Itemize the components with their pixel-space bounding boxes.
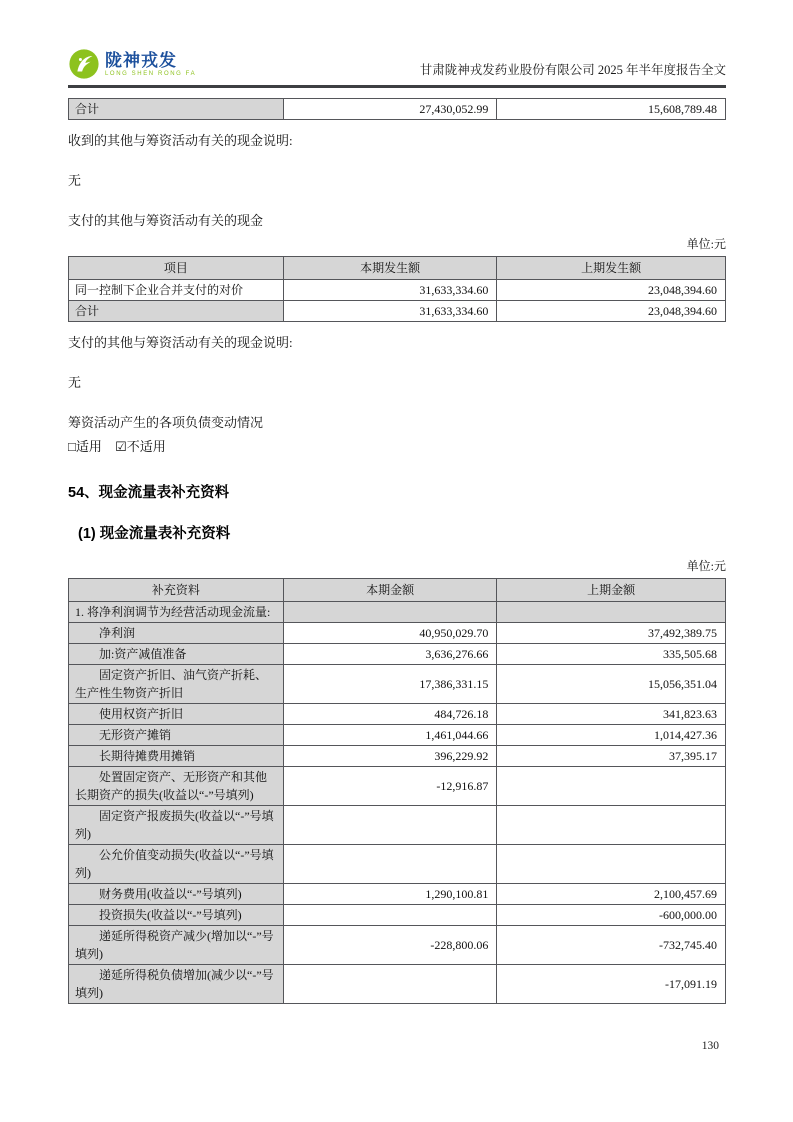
current-amount-cell: 1,290,100.81 xyxy=(283,884,497,905)
current-amount-cell: 17,386,331.15 xyxy=(283,665,497,704)
column-header-prior: 上期发生额 xyxy=(497,256,726,279)
paid-other-cash-heading: 支付的其他与筹资活动有关的现金 xyxy=(68,213,264,229)
current-amount-cell: -12,916.87 xyxy=(283,767,497,806)
row-label-cell: 公允价值变动损失(收益以“-”号填列) xyxy=(69,845,284,884)
applicability-line xyxy=(68,436,726,455)
current-amount-cell: 27,430,052.99 xyxy=(283,99,497,120)
document-title: 甘肃陇神戎发药业股份有限公司 2025 年半年度报告全文 xyxy=(419,63,726,77)
section-54-1-title: (1) 现金流量表补充资料 xyxy=(78,526,231,543)
row-label-cell: 净利润 xyxy=(69,623,284,644)
row-label-cell: 使用权资产折旧 xyxy=(69,704,284,725)
table-row xyxy=(69,602,726,623)
table-row xyxy=(69,905,726,926)
liabilities-change-heading: 筹资活动产生的各项负债变动情况 xyxy=(68,414,264,430)
prior-amount-cell xyxy=(497,845,726,884)
prior-amount-cell: 37,492,389.75 xyxy=(497,623,726,644)
prior-amount-cell: 23,048,394.60 xyxy=(497,279,726,300)
paid-cash-note: 支付的其他与筹资活动有关的现金说明: xyxy=(68,334,293,350)
none-text-1: 无 xyxy=(68,173,82,189)
prior-amount-cell: 2,100,457.69 xyxy=(497,884,726,905)
prior-amount-cell: 15,056,351.04 xyxy=(497,665,726,704)
table-row xyxy=(69,746,726,767)
table-header-row xyxy=(69,579,726,602)
page-header xyxy=(68,48,726,80)
column-header-prior-amount: 上期金额 xyxy=(497,579,726,602)
section-54-title: 54、现金流量表补充资料 xyxy=(68,485,230,502)
row-label-cell: 合计 xyxy=(69,300,284,321)
prior-amount-cell xyxy=(497,602,726,623)
column-header-current-amount: 本期金额 xyxy=(283,579,497,602)
checkbox-applicable: □适用 xyxy=(68,439,102,455)
current-amount-cell: 31,633,334.60 xyxy=(283,279,497,300)
table-row xyxy=(69,279,726,300)
table-row xyxy=(69,300,726,321)
prior-amount-cell xyxy=(497,806,726,845)
none-text-2: 无 xyxy=(68,374,82,390)
row-label-cell: 长期待摊费用摊销 xyxy=(69,746,284,767)
prior-amount-cell xyxy=(497,767,726,806)
current-amount-cell: 31,633,334.60 xyxy=(283,300,497,321)
unit-label: 单位:元 xyxy=(686,236,726,251)
received-cash-note: 收到的其他与筹资活动有关的现金说明: xyxy=(68,133,293,148)
current-amount-cell xyxy=(283,905,497,926)
checkbox-not-applicable: ☑不适用 xyxy=(115,439,166,455)
row-label-cell: 财务费用(收益以“-”号填列) xyxy=(69,884,284,905)
column-header-item: 项目 xyxy=(69,256,284,279)
row-label-cell: 加:资产减值准备 xyxy=(69,644,284,665)
table-row xyxy=(69,884,726,905)
current-amount-cell xyxy=(283,965,497,1004)
unit-label: 单位:元 xyxy=(686,559,726,574)
current-amount-cell: 484,726.18 xyxy=(283,704,497,725)
supplement-table xyxy=(68,578,726,1004)
prior-amount-cell: 37,395.17 xyxy=(497,746,726,767)
row-label-cell: 合计 xyxy=(69,99,284,120)
payment-table xyxy=(68,256,726,322)
row-label-cell: 同一控制下企业合并支付的对价 xyxy=(69,279,284,300)
prior-amount-cell: 335,505.68 xyxy=(497,644,726,665)
row-label-cell: 递延所得税负债增加(减少以“-”号填列) xyxy=(69,965,284,1004)
prior-amount-cell: 15,608,789.48 xyxy=(497,99,726,120)
table-row xyxy=(69,767,726,806)
current-amount-cell: -228,800.06 xyxy=(283,926,497,965)
table-row xyxy=(69,99,726,120)
current-amount-cell xyxy=(283,845,497,884)
company-logo xyxy=(68,48,196,80)
table-row xyxy=(69,965,726,1004)
current-amount-cell: 40,950,029.70 xyxy=(283,623,497,644)
prior-amount-cell: 23,048,394.60 xyxy=(497,300,726,321)
prior-amount-cell: -732,745.40 xyxy=(497,926,726,965)
current-amount-cell: 3,636,276.66 xyxy=(283,644,497,665)
page-number: 130 xyxy=(701,1040,719,1052)
table-row xyxy=(69,623,726,644)
row-label-cell: 1. 将净利润调节为经营活动现金流量: xyxy=(69,602,284,623)
table-row xyxy=(69,704,726,725)
row-label-cell: 递延所得税资产减少(增加以“-”号填列) xyxy=(69,926,284,965)
table-row xyxy=(69,806,726,845)
table-row xyxy=(69,644,726,665)
prior-amount-cell: 341,823.63 xyxy=(497,704,726,725)
prior-amount-cell: -600,000.00 xyxy=(497,905,726,926)
current-amount-cell xyxy=(283,602,497,623)
row-label-cell: 固定资产折旧、油气资产折耗、生产性生物资产折旧 xyxy=(69,665,284,704)
prior-amount-cell: -17,091.19 xyxy=(497,965,726,1004)
row-label-cell: 处置固定资产、无形资产和其他长期资产的损失(收益以“-”号填列) xyxy=(69,767,284,806)
row-label-cell: 固定资产报废损失(收益以“-”号填列) xyxy=(69,806,284,845)
table-row xyxy=(69,665,726,704)
current-amount-cell: 1,461,044.66 xyxy=(283,725,497,746)
current-amount-cell: 396,229.92 xyxy=(283,746,497,767)
column-header-supplement: 补充资料 xyxy=(69,579,284,602)
logo-bird-icon xyxy=(68,48,100,80)
current-amount-cell xyxy=(283,806,497,845)
prior-amount-cell: 1,014,427.36 xyxy=(497,725,726,746)
row-label-cell: 投资损失(收益以“-”号填列) xyxy=(69,905,284,926)
table-header-row xyxy=(69,256,726,279)
column-header-current: 本期发生额 xyxy=(283,256,497,279)
brand-name-en: LONG SHEN RONG FA xyxy=(105,70,197,77)
totals-table xyxy=(68,98,726,120)
brand-name-cn: 陇神戎发 xyxy=(105,50,177,70)
table-row xyxy=(69,926,726,965)
table-row xyxy=(69,725,726,746)
row-label-cell: 无形资产摊销 xyxy=(69,725,284,746)
table-row xyxy=(69,845,726,884)
header-divider xyxy=(68,85,726,88)
